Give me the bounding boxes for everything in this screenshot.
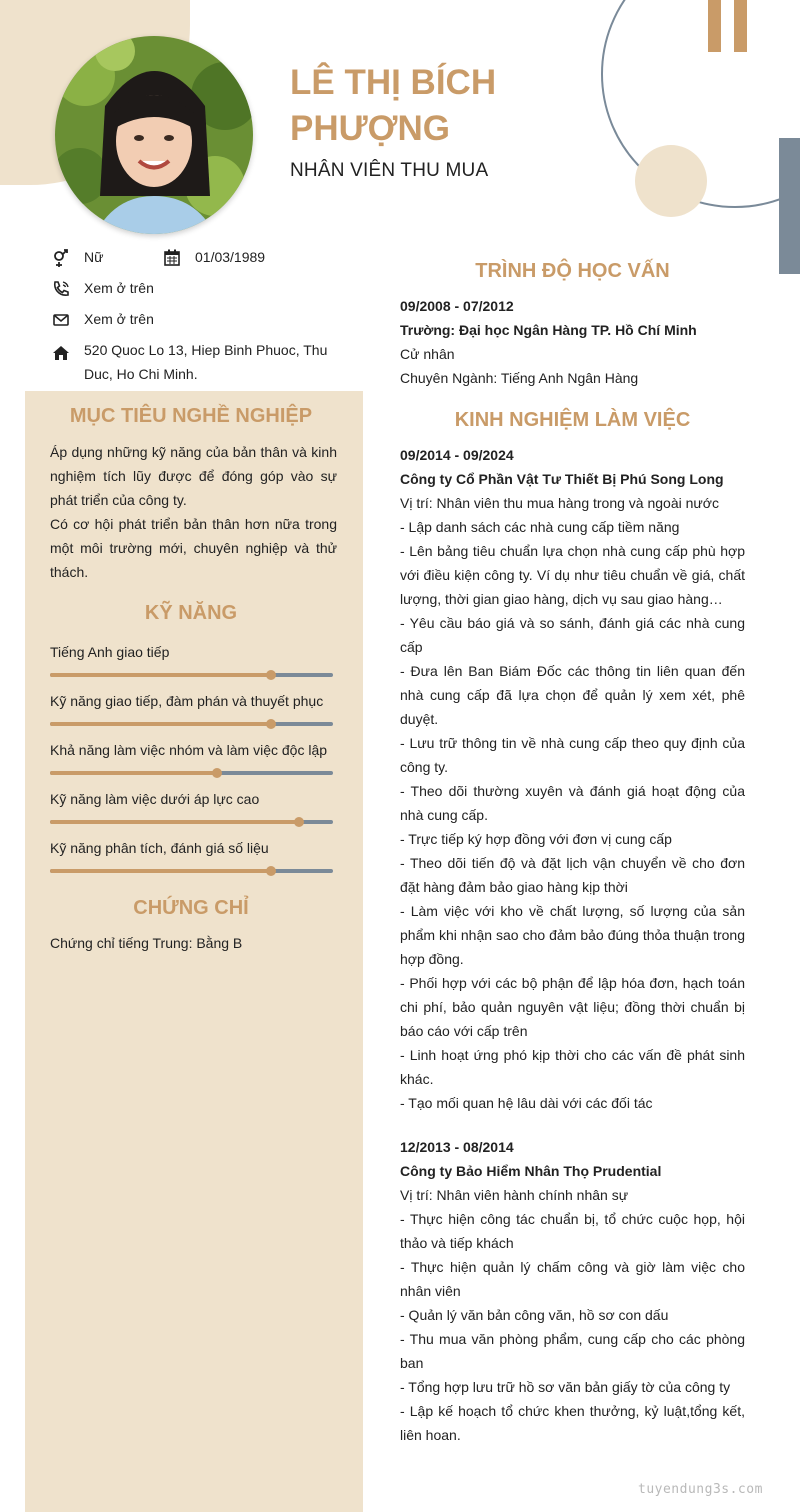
skill-level-bar [50,869,333,873]
skills-heading: KỸ NĂNG [144,602,238,624]
decorative-side-bar [779,138,800,274]
name-line-1: LÊ THỊ BÍCH [290,63,497,102]
duty-item: - Thực hiện quản lý chấm công và giờ làm việc cho nhân viên [400,1259,745,1299]
skill-level-knob [212,768,222,778]
contact-address [52,342,352,386]
skill-label: Tiếng Anh giao tiếp [50,644,170,660]
duty-item: - Quản lý văn bản công văn, hồ sơ con dấu [400,1307,669,1323]
contact-email [52,311,154,329]
duty-item: - Lập danh sách các nhà cung cấp tiềm năng [400,519,680,535]
gender-icon [52,249,70,267]
decorative-dot [635,145,707,217]
duty-item: - Thu mua văn phòng phẩm, cung cấp cho các phòng ban [400,1331,745,1371]
contact-birthdate [163,249,265,267]
duty-item: - Theo dõi tiến độ và đặt lịch vận chuyển về cho đơn đặt hàng đảm bảo giao hàng kịp thời [400,855,745,895]
duty-item: - Tổng hợp lưu trữ hồ sơ văn bản giấy tờ của công ty [400,1379,731,1395]
skill-level-fill [50,869,271,873]
skill-label: Kỹ năng làm việc dưới áp lực cao [50,791,260,807]
job-company: Công ty Cổ Phần Vật Tư Thiết Bị Phú Song Long [400,471,724,487]
avatar [55,36,253,234]
skill-level-bar [50,771,333,775]
job-period: 09/2014 - 09/2024 [400,447,514,463]
experience-job-2 [400,1135,745,1447]
certificates-heading: CHỨNG CHỈ [133,897,249,919]
decorative-bar [708,0,721,52]
education-period: 09/2008 - 07/2012 [400,298,514,314]
duty-item: - Trực tiếp ký hợp đồng với đơn vị cung cấp [400,831,672,847]
duty-item: - Lập kế hoạch tổ chức khen thưởng, kỷ luật,tổng kết, liên hoan. [400,1403,745,1443]
skill-label: Kỹ năng giao tiếp, đàm phán và thuyết phục [50,693,324,709]
skill-level-fill [50,771,217,775]
education-block [400,294,745,390]
objective-paragraph-2: Có cơ hội phát triển bản thân hơn nữa trong một môi trường mới, chuyên nghiệp và thử thách. [50,516,337,580]
job-title: NHÂN VIÊN THU MUA [290,160,489,181]
skill-level-bar [50,820,333,824]
skill-level-bar [50,673,333,677]
education-major: Chuyên Ngành: Tiếng Anh Ngân Hàng [400,370,639,386]
job-role: Vị trí: Nhân viên hành chính nhân sự [400,1187,629,1203]
skill-level-fill [50,820,299,824]
phone-value: Xem ở trên [84,280,154,296]
job-duties [400,515,745,1115]
duty-item: - Đưa lên Ban Biám Đốc các thông tin liên quan đến nhà cung cấp đã lựa chọn để quản lý xem xét, phê duyệt. [400,663,745,727]
skill-level-knob [266,866,276,876]
skill-label: Kỹ năng phân tích, đánh giá số liệu [50,840,269,856]
calendar-icon [163,249,181,267]
watermark: tuyendung3s.com [638,1482,763,1497]
duty-item: - Yêu cầu báo giá và so sánh, đánh giá các nhà cung cấp [400,615,745,655]
duty-item: - Làm việc với kho về chất lượng, số lượng của sản phẩm khi nhận sao cho đảm bảo đúng thỏa thuận trong hợp đồng. [400,903,745,967]
experience-heading: KINH NGHIỆM LÀM VIỆC [454,409,691,431]
skill-label: Khả năng làm việc nhóm và làm việc độc lập [50,742,328,758]
job-period: 12/2013 - 08/2014 [400,1139,514,1155]
duty-item: - Tạo mối quan hệ lâu dài với các đối tác [400,1095,653,1111]
email-value: Xem ở trên [84,311,154,327]
skill-level-fill [50,722,271,726]
job-duties [400,1207,745,1447]
skill-level-fill [50,673,271,677]
skill-level-knob [294,817,304,827]
job-role: Vị trí: Nhân viên thu mua hàng trong và ngoài nước [400,495,719,511]
duty-item: - Phối hợp với các bộ phận để lập hóa đơn, hạch toán chi phí, bảo quản nguyên vật liệu; đồng thời chuẩn bị báo cáo với cấp trên [400,975,745,1039]
objective-heading: MỤC TIÊU NGHỀ NGHIỆP [69,405,313,427]
skill-level-bar [50,722,333,726]
education-heading: TRÌNH ĐỘ HỌC VẤN [475,260,670,282]
duty-item: - Lưu trữ thông tin về nhà cung cấp theo quy định của công ty. [400,735,745,775]
certificate-item: Chứng chỉ tiếng Trung: Bằng B [50,935,243,951]
decorative-bar [734,0,747,52]
address-value: 520 Quoc Lo 13, Hiep Binh Phuoc, Thu Duc, Ho Chi Minh. [84,342,328,382]
name-line-2: PHƯỢNG [290,109,451,148]
home-icon [52,344,70,362]
education-school: Trường: Đại học Ngân Hàng TP. Hồ Chí Minh [400,322,697,338]
duty-item: - Thực hiện công tác chuẩn bị, tổ chức cuộc họp, hội thảo và tiếp khách [400,1211,745,1251]
email-icon [52,311,70,329]
phone-icon [52,280,70,298]
job-company: Công ty Bảo Hiểm Nhân Thọ Prudential [400,1163,662,1179]
duty-item: - Lên bảng tiêu chuẩn lựa chọn nhà cung cấp phù hợp với điều kiện công ty. Ví dụ như tiêu chuẩn về giá, chất lượng, thời gian giao hàng, dịch vụ sau giao hàng… [400,543,745,607]
contact-phone [52,280,154,298]
gender-value: Nữ [84,249,104,265]
experience-job-1 [400,443,745,1115]
birthdate-value: 01/03/1989 [195,249,266,265]
duty-item: - Linh hoạt ứng phó kịp thời cho các vấn đề phát sinh khác. [400,1047,745,1087]
education-degree: Cử nhân [400,346,455,362]
objective-paragraph-1: Áp dụng những kỹ năng của bản thân và kinh nghiệm tích lũy được để đóng góp vào sự phát triển của công ty. [50,444,337,508]
contact-gender [52,249,103,267]
duty-item: - Theo dõi thường xuyên và đánh giá hoạt động của nhà cung cấp. [400,783,745,823]
skill-level-knob [266,719,276,729]
full-name [290,60,590,152]
skill-level-knob [266,670,276,680]
